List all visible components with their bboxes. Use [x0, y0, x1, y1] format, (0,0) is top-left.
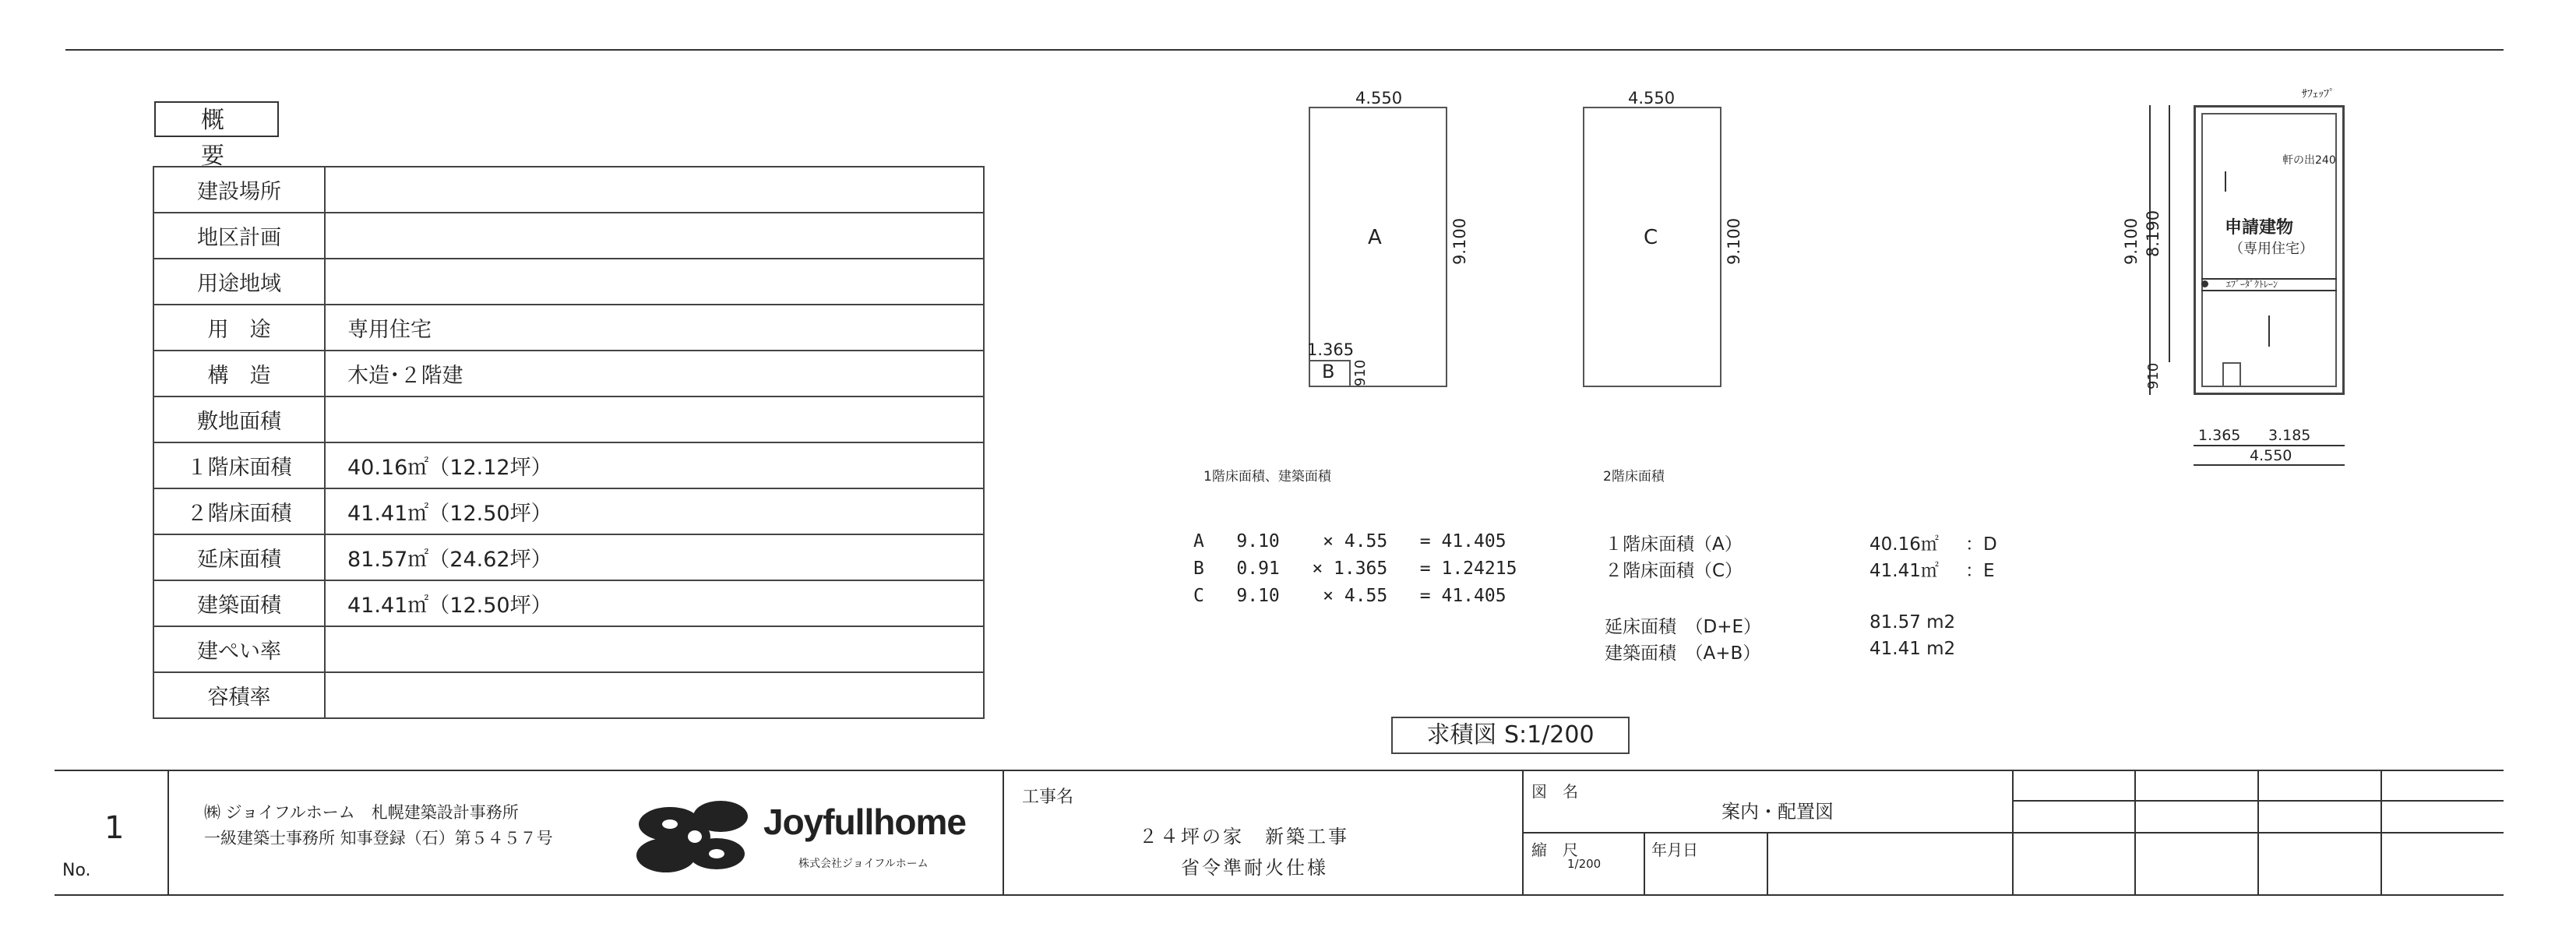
- drawing-name-label: 図 名: [1531, 782, 1578, 801]
- title-block-divider: [1767, 832, 1768, 894]
- calc1-heading: 1階床面積、建築面積: [1203, 469, 1331, 485]
- calc2-value: 41.41㎡: [1869, 561, 1939, 581]
- calc2-heading: 2階床面積: [1603, 469, 1665, 485]
- site-dim-line-bottom-2: [2194, 464, 2345, 466]
- company-line-1: ㈱ ジョイフルホーム 札幌建築設計事務所: [204, 803, 519, 822]
- overview-row: [153, 167, 984, 213]
- overview-row: [153, 305, 984, 351]
- calc2-label: 延床面積 （D+E）: [1605, 617, 1762, 637]
- overview-row-label: 建築面積: [153, 580, 325, 626]
- calc2-tag: ：D: [1965, 534, 1997, 555]
- sheet-number: 1: [104, 810, 125, 846]
- plan-a-side-dimension: 9.100: [1450, 217, 1469, 265]
- project-spec: 省令準耐火仕様: [1181, 857, 1328, 879]
- calc2-value: 41.41 m2: [1869, 639, 1956, 659]
- overview-row-value: 81.57㎡（24.62坪）: [325, 534, 984, 580]
- overview-row-label: 延床面積: [153, 534, 325, 580]
- overview-row-value: [325, 672, 984, 718]
- title-block-bottom-line: [55, 894, 2504, 896]
- overview-row: [153, 396, 984, 442]
- joyfullhome-logo: [623, 793, 997, 879]
- project-label: 工事名: [1022, 788, 1074, 807]
- site-dim-total: 9.100: [2122, 217, 2141, 265]
- plan-a-top-dimension: 4.550: [1355, 89, 1403, 107]
- plan-b-label: B: [1322, 361, 1335, 382]
- calc2-label: 建築面積 （A+B）: [1605, 643, 1761, 664]
- top-border-line: [65, 49, 2504, 51]
- site-dim-lower: 910: [2145, 362, 2162, 389]
- overview-row-value: 木造･２階建: [325, 351, 984, 396]
- overview-row-label: 建ぺい率: [153, 626, 325, 672]
- overview-row: [153, 442, 984, 488]
- site-dim-line-bottom: [2194, 445, 2345, 446]
- overview-row: [153, 672, 984, 718]
- title-block-row-line: [2012, 800, 2504, 802]
- overview-row: [153, 351, 984, 396]
- area-drawing-title: [1391, 717, 1630, 754]
- overview-table: [153, 166, 985, 719]
- entrance-arrow-upper: [2225, 171, 2226, 192]
- overview-row-value: [325, 396, 984, 442]
- plan-c-side-dimension: 9.100: [1725, 217, 1743, 265]
- title-block-divider: [167, 770, 169, 894]
- title-block-divider: [1644, 832, 1645, 894]
- site-building-name: 申請建物: [2225, 218, 2294, 238]
- scale-value: 1/200: [1567, 857, 1602, 871]
- calc2-label: １階床面積（A）: [1605, 534, 1743, 555]
- calc1-line: A 9.10 × 4.55 = 41.405: [1193, 531, 1506, 552]
- overview-row: [153, 259, 984, 305]
- calc1-line: B 0.91 × 1.365 = 1.24215: [1193, 559, 1517, 579]
- joyfullhome-logo-mark: [623, 793, 771, 877]
- date-label: 年月日: [1651, 841, 1698, 859]
- overview-row-label: 用 途: [153, 305, 325, 351]
- site-dim-line-vertical-inner: [2169, 105, 2170, 362]
- overview-row: [153, 580, 984, 626]
- plan-b-dimension: 1.365: [1307, 340, 1355, 359]
- site-strip-note: ｴﾌﾞｰﾀﾞｸﾄﾚｰﾝ: [2226, 279, 2278, 290]
- overview-row-value: 40.16㎡（12.12坪）: [325, 442, 984, 488]
- overview-row-value: [325, 213, 984, 259]
- project-name: ２４坪の家 新築工事: [1139, 826, 1349, 848]
- overview-row-label: 容積率: [153, 672, 325, 718]
- plan-b-side-dimension: 910: [1352, 359, 1369, 386]
- plan-c-label: C: [1644, 226, 1658, 249]
- joyfullhome-logo-subtext: 株式会社ジョイフルホーム: [798, 858, 929, 870]
- overview-row-value: 41.41㎡（12.50坪）: [325, 488, 984, 534]
- site-top-note: ｻﾌｪｯﾌﾟ: [2302, 88, 2335, 100]
- site-dim-upper: 8.190: [2144, 210, 2162, 257]
- drawing-name: 案内・配置図: [1721, 801, 1834, 823]
- overview-row-value: [325, 167, 984, 213]
- company-line-2: 一級建築士事務所 知事登録（石）第５４５７号: [204, 829, 553, 848]
- overview-row-label: 用途地域: [153, 259, 325, 305]
- overview-row-label: 建設場所: [153, 167, 325, 213]
- site-building-use: （専用住宅）: [2229, 241, 2313, 257]
- plan-a-label: A: [1368, 226, 1382, 249]
- calc2-label: ２階床面積（C）: [1605, 561, 1743, 581]
- overview-row-label: ２階床面積: [153, 488, 325, 534]
- overview-row-value: [325, 259, 984, 305]
- plan-c-top-dimension: 4.550: [1628, 89, 1676, 107]
- site-eave-note: 軒の出240: [2282, 154, 2336, 167]
- title-block-row-line: [2012, 832, 2504, 834]
- scale-label: 縮 尺: [1531, 841, 1578, 859]
- overview-row-value: 41.41㎡（12.50坪）: [325, 580, 984, 626]
- overview-row-value: 専用住宅: [325, 305, 984, 351]
- site-marker-dot: [2201, 280, 2208, 287]
- overview-row-label: 地区計画: [153, 213, 325, 259]
- overview-row-label: １階床面積: [153, 442, 325, 488]
- overview-row: [153, 626, 984, 672]
- site-dim-bottom-total: 4.550: [2250, 447, 2292, 464]
- title-block-top-line: [55, 770, 2504, 771]
- site-dim-bottom-1: 1.365: [2198, 427, 2241, 444]
- overview-row: [153, 488, 984, 534]
- parking-notch: [2222, 362, 2241, 387]
- title-block-divider: [1003, 770, 1004, 894]
- calc2-value: 81.57 m2: [1869, 612, 1956, 633]
- overview-row-label: 構 造: [153, 351, 325, 396]
- overview-row-label: 敷地面積: [153, 396, 325, 442]
- sheet-number-label: No.: [62, 861, 91, 880]
- calc1-line: C 9.10 × 4.55 = 41.405: [1193, 586, 1506, 606]
- site-dim-bottom-2: 3.185: [2268, 427, 2311, 444]
- overview-title: 概 要: [154, 101, 279, 137]
- entrance-arrow-lower: [2268, 315, 2270, 347]
- overview-row: [153, 534, 984, 580]
- overview-row-value: [325, 626, 984, 672]
- area-drawing-title-text: 求積図 S:1/200: [1426, 721, 1595, 749]
- overview-row: [153, 213, 984, 259]
- joyfullhome-logo-text: Joyfullhome: [763, 802, 966, 842]
- calc2-value: 40.16㎡: [1869, 534, 1939, 555]
- calc2-tag: ：E: [1965, 561, 1995, 581]
